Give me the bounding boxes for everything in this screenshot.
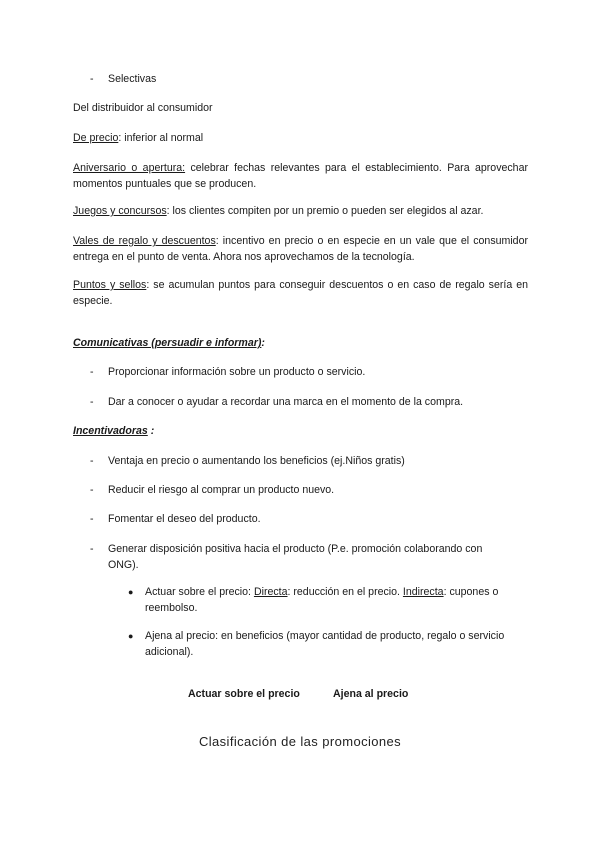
list-item: [90, 453, 500, 469]
list-item-text: Fomentar el deseo del producto.: [108, 513, 261, 525]
heading-text: Comunicativas (persuadir e informar): [73, 337, 262, 349]
comunicativas-heading: [73, 335, 528, 351]
figure-caption: Clasificación de las promociones: [198, 734, 402, 749]
list-item-text: Generar disposición positiva hacia el producto (P.e. promoción colaborando con ONG).: [108, 543, 483, 571]
paragraph-vales: [73, 233, 528, 265]
dash-marker: -: [90, 396, 94, 408]
list-item-text: Dar a conocer o ayudar a recordar una marca en el momento de la compra.: [108, 396, 464, 408]
term: De precio: [73, 132, 119, 144]
dash-marker: -: [90, 543, 94, 555]
distributor-heading: Del distribuidor al consumidor: [73, 102, 213, 114]
list-item: [90, 511, 500, 527]
sub-bullet-actuar: [128, 584, 528, 616]
paragraph-puntos: [73, 277, 528, 309]
sub-bullet-text: Ajena al precio: en beneficios (mayor cantidad de producto, regalo o servicio adicional).: [145, 630, 505, 658]
paragraph-aniversario: [73, 160, 528, 192]
list-item-text: Ventaja en precio o aumentando los beneficios (ej.Niños gratis): [108, 455, 405, 467]
dash-marker: -: [90, 455, 94, 467]
term: Puntos y sellos: [73, 279, 147, 291]
term: Aniversario o apertura:: [73, 162, 186, 174]
incentivadoras-heading: [73, 423, 528, 439]
heading-colon: :: [147, 425, 155, 437]
dash-marker: -: [90, 513, 94, 525]
list-item: [90, 541, 500, 573]
heading-colon: :: [261, 337, 265, 349]
bullet-marker: ●: [128, 631, 134, 641]
definition: celebrar fechas relevantes para el establecimiento. Para aprovechar momentos puntuales que se producen.: [73, 162, 528, 190]
list-item: [90, 394, 500, 410]
list-item-text: Proporcionar información sobre un producto o servicio.: [108, 366, 366, 378]
heading-text: Incentivadoras: [73, 425, 148, 437]
list-item: [90, 482, 500, 498]
dash-marker: -: [90, 73, 94, 85]
text-segment: : reducción en el precio.: [287, 586, 403, 598]
sub-bullet-ajena: [128, 628, 528, 660]
summary-left-label: Actuar sobre el precio: [188, 688, 300, 700]
list-item: [90, 364, 500, 380]
term-directa: Directa: [253, 586, 288, 598]
bullet-marker: ●: [128, 587, 134, 597]
paragraph-de-precio: [73, 130, 528, 146]
definition: : incentivo en precio o en especie en un vale que el consumidor entrega en el punto de venta. Ahora nos aprovechamos de la tecnología.: [73, 235, 528, 263]
term-indirecta: Indirecta: [402, 586, 444, 598]
definition: : los clientes compiten por un premio o pueden ser elegidos al azar.: [166, 205, 484, 217]
dash-marker: -: [90, 484, 94, 496]
text-segment: Actuar sobre el precio:: [145, 586, 254, 598]
list-item-selectivas: [90, 71, 500, 87]
definition: : inferior al normal: [118, 132, 204, 144]
term: Vales de regalo y descuentos: [73, 235, 216, 247]
summary-right-label: Ajena al precio: [333, 688, 409, 700]
list-item-text: Reducir el riesgo al comprar un producto nuevo.: [108, 484, 335, 496]
list-item-text: Selectivas: [108, 73, 157, 85]
text-segment: : cupones o reembolso.: [145, 586, 499, 614]
paragraph-juegos: [73, 203, 528, 219]
dash-marker: -: [90, 366, 94, 378]
definition: : se acumulan puntos para conseguir descuentos o en caso de regalo sería en especie.: [73, 279, 529, 307]
term: Juegos y concursos: [73, 205, 167, 217]
sub-bullet-text: [145, 584, 528, 616]
